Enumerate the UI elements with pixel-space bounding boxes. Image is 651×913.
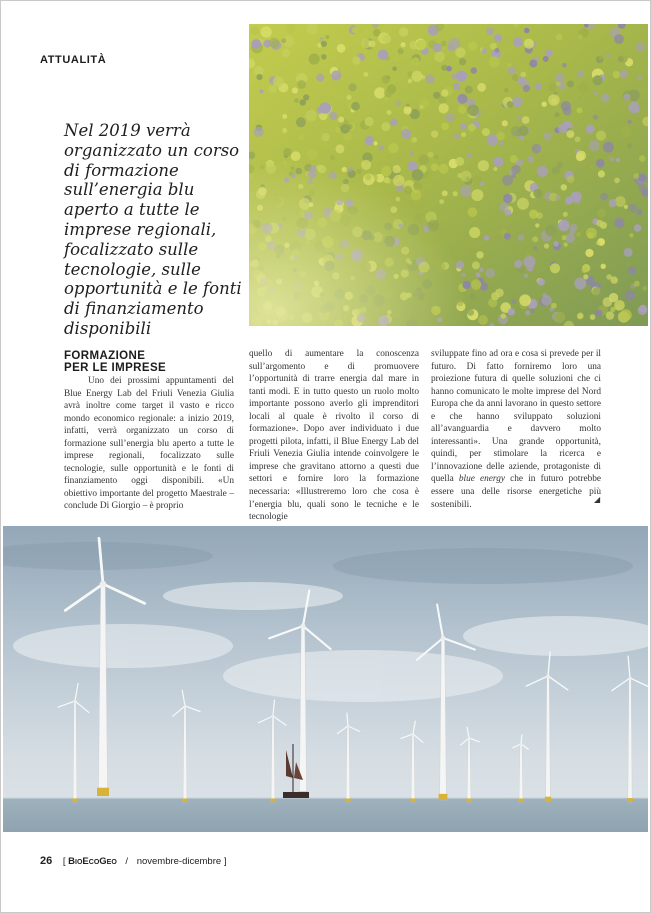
col3-emphasis: blue energy bbox=[458, 474, 505, 485]
page-number: 26 bbox=[40, 855, 53, 867]
col3-text-a: sviluppate fino ad ora e cosa si prevede per il futuro. Di fatto forniremo loro una proiezione futura di quelle soluzioni che ci hanno comunicato le molte imprese del Nord Europa che da anni lavorano in questo settore e che hanno sviluppato soluzioni all’avanguardia e davvero molto interessanti». Una grande opportunità, quindi, per stimolare la ricerca e l’innovazione delle aziende, protagoniste di quella bbox=[431, 349, 601, 485]
magazine-name: BioEcoGeo bbox=[68, 856, 117, 867]
issue-date: novembre-dicembre bbox=[136, 856, 222, 867]
article-end-icon: ◢ bbox=[594, 495, 601, 504]
pull-quote: Nel 2019 verrà organizzato un corso di formazione sull’energia blu aperto a tutte le imprese regionali, focalizzato sulle tecnologie, sulle opportunità e le fonti di finanziamento disponibili bbox=[64, 121, 242, 338]
moss-photo bbox=[249, 24, 648, 326]
article-column-3 bbox=[431, 348, 601, 511]
article-column-1: Uno dei prossimi appuntamenti del Blue Energy Lab del Friuli Venezia Giulia avrà inoltre come target il vasto e ricco mondo economico regionale: a inizio 2019, infatti, verrà organizzato un corso di formazione sull’energia blu aperto a tutte le imprese regionali, focalizzato sulle tecnologie, sulle opportunità e le fonti di finanziamento oggi disponibili. «Un obiettivo importante del progetto Maestrale – conclude Di Giorgio – è proprio bbox=[64, 376, 234, 512]
wind-turbines-photo bbox=[3, 526, 648, 832]
col3-text-b: che in futuro potrebbe essere una delle risorse energetiche più sostenibili. bbox=[431, 474, 601, 510]
section-heading bbox=[64, 350, 166, 374]
footer-bracket-close: ] bbox=[223, 856, 227, 867]
heading-line-2: PER LE IMPRESE bbox=[64, 362, 167, 374]
article-column-2: quello di aumentare la conoscenza sull’argomento e di promuovere l’opportunità di trarre energia dal mare in tanti modi. E in tutto questo un ruolo molto importante possono averlo gli imprenditori locali al quale è rivolto il corso di formazione». Dopo aver individuato i due progetti pilota, infatti, il Blue Energy Lab del Friuli Venezia Giulia intende coinvolgere le imprese che gravitano attorno a questi due settori e fornire loro la formazione necessaria: «Illustreremo loro che cosa è l’energia blu, quali sono le tecniche e le tecnologie bbox=[249, 349, 419, 523]
footer-bracket-open: [ bbox=[62, 856, 66, 867]
footer-slash: / bbox=[125, 856, 129, 867]
section-label: ATTUALITÀ bbox=[40, 54, 107, 66]
page-footer bbox=[40, 855, 226, 867]
heading-line-1: FORMAZIONE bbox=[64, 350, 146, 362]
